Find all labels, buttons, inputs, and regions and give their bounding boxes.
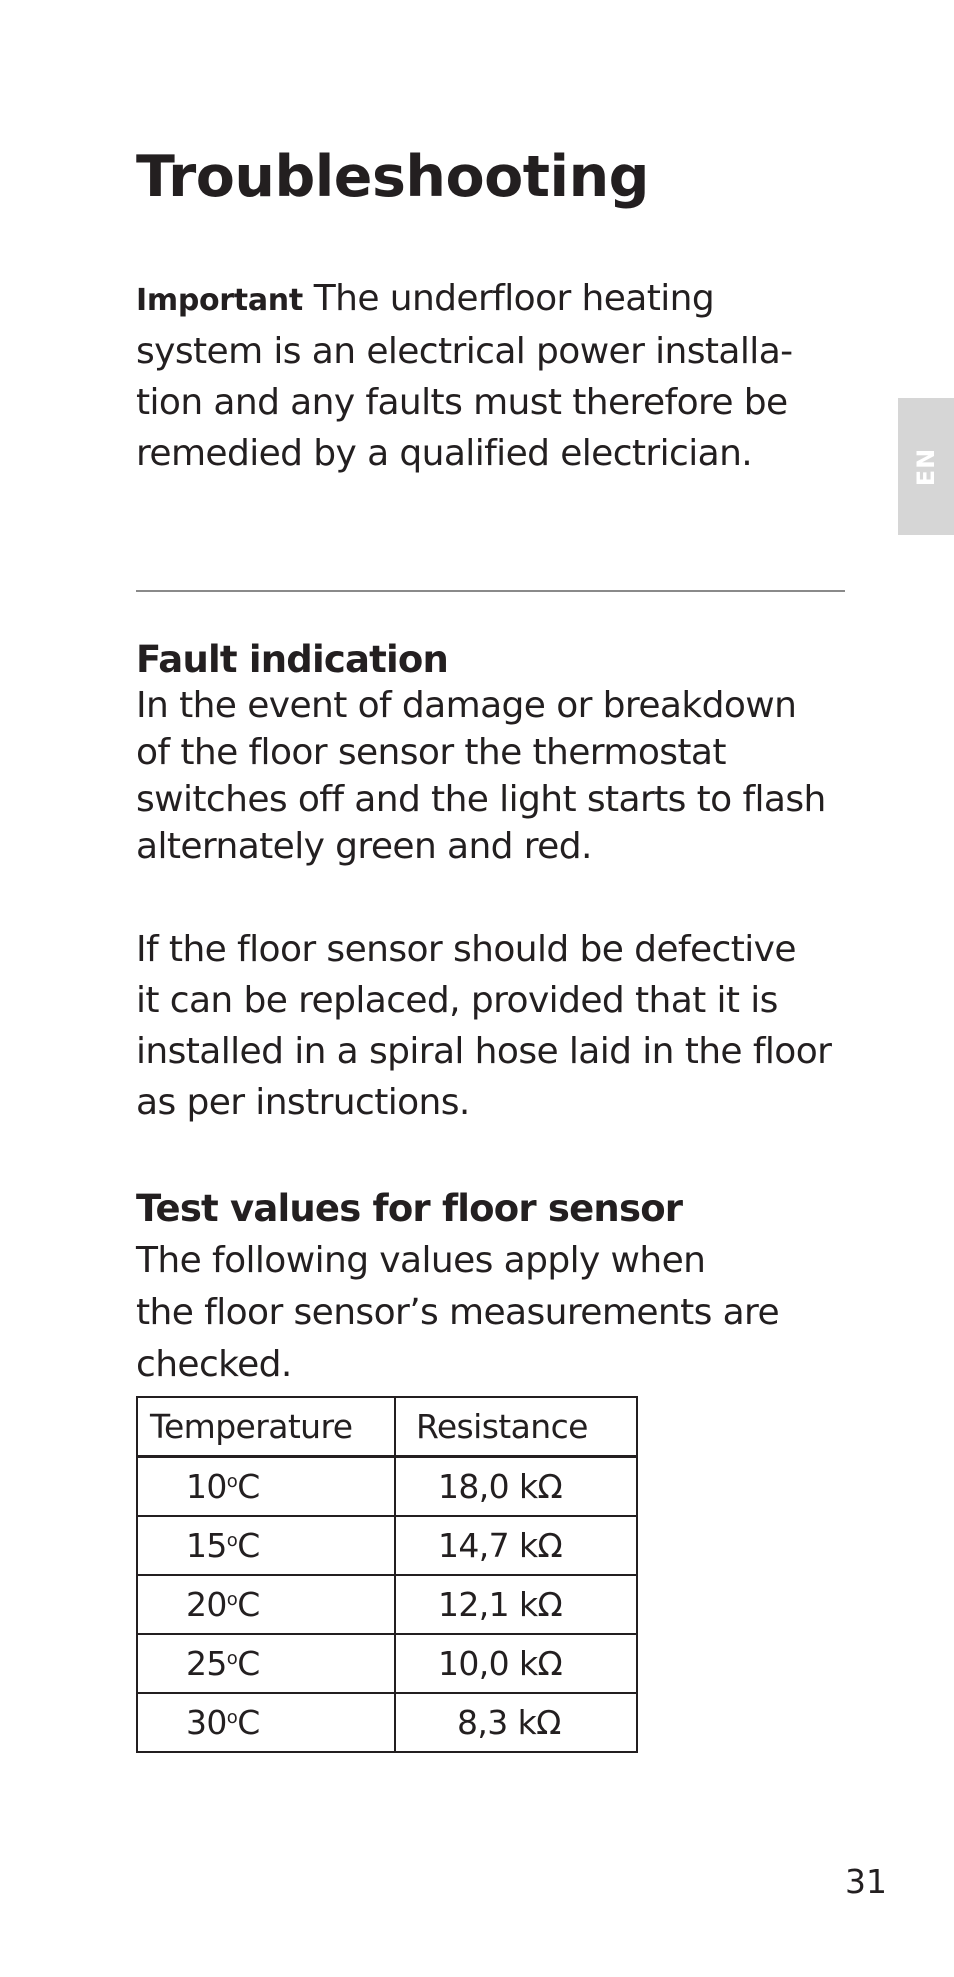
- temperature-cell: [137, 1516, 395, 1575]
- resistance-column-header: Resistance: [395, 1397, 637, 1457]
- page-number: 31: [845, 1862, 887, 1901]
- language-tab: [898, 398, 954, 535]
- notice-line-2: system is an electrical power installa-: [136, 331, 793, 372]
- language-tab-label: EN: [911, 447, 940, 486]
- section-divider: [136, 590, 845, 592]
- temperature-cell: [137, 1457, 395, 1517]
- temperature-value: 10: [186, 1467, 227, 1506]
- resistance-value: 8,3 kΩ: [457, 1703, 561, 1742]
- replace-line-4: as per instructions.: [136, 1082, 470, 1123]
- temperature-cell: [137, 1693, 395, 1752]
- resistance-cell: [395, 1693, 637, 1752]
- page-title: Troubleshooting: [136, 144, 649, 210]
- table-row: [137, 1634, 637, 1693]
- notice-line-4: remedied by a qualified electrician.: [136, 433, 753, 474]
- resistance-cell: 10,0 kΩ: [395, 1634, 637, 1693]
- temperature-value: 15: [186, 1526, 227, 1565]
- degree-symbol: o: [226, 1530, 238, 1551]
- temperature-cell: [137, 1575, 395, 1634]
- degree-symbol: o: [226, 1707, 238, 1728]
- sensor-values-table: [136, 1396, 638, 1753]
- celsius-unit: C: [237, 1526, 260, 1565]
- temperature-value: 20: [186, 1585, 227, 1624]
- celsius-unit: C: [237, 1585, 260, 1624]
- table-row: [137, 1693, 637, 1752]
- test-line-3: checked.: [136, 1344, 292, 1385]
- degree-symbol: o: [226, 1648, 238, 1669]
- table-row: [137, 1457, 637, 1517]
- notice-line-1-text: The underfloor heating: [302, 278, 715, 319]
- notice-line-3: tion and any faults must therefore be: [136, 382, 788, 423]
- fault-line-3: switches off and the light starts to flash: [136, 779, 826, 820]
- resistance-cell: 12,1 kΩ: [395, 1575, 637, 1634]
- fault-line-4: alternately green and red.: [136, 826, 592, 867]
- fault-indication-text: [136, 682, 876, 870]
- notice-line-1: [136, 273, 856, 326]
- replace-line-1: If the floor sensor should be defective: [136, 929, 796, 970]
- degree-symbol: o: [226, 1589, 238, 1610]
- table-row: [137, 1575, 637, 1634]
- temperature-value: 30: [186, 1703, 227, 1742]
- fault-indication-heading: Fault indication: [136, 638, 449, 681]
- celsius-unit: C: [237, 1644, 260, 1683]
- celsius-unit: C: [237, 1703, 260, 1742]
- test-values-text: [136, 1235, 876, 1391]
- resistance-cell: 14,7 kΩ: [395, 1516, 637, 1575]
- important-notice: [136, 273, 856, 479]
- test-line-1: The following values apply when: [136, 1240, 706, 1281]
- fault-line-2: of the floor sensor the thermostat: [136, 732, 726, 773]
- temperature-column-header: Temperature: [137, 1397, 395, 1457]
- sensor-replacement-text: [136, 924, 876, 1128]
- table-row: [137, 1516, 637, 1575]
- important-label: Important: [136, 283, 303, 318]
- test-line-2: the floor sensor’s measurements are: [136, 1292, 780, 1333]
- replace-line-3: installed in a spiral hose laid in the floor: [136, 1031, 832, 1072]
- celsius-unit: C: [237, 1467, 260, 1506]
- resistance-cell: 18,0 kΩ: [395, 1457, 637, 1517]
- fault-line-1: In the event of damage or breakdown: [136, 685, 797, 726]
- table-header-row: [137, 1397, 637, 1457]
- temperature-cell: [137, 1634, 395, 1693]
- degree-symbol: o: [226, 1471, 238, 1492]
- temperature-value: 25: [186, 1644, 227, 1683]
- replace-line-2: it can be replaced, provided that it is: [136, 980, 778, 1021]
- test-values-heading: Test values for floor sensor: [136, 1187, 683, 1230]
